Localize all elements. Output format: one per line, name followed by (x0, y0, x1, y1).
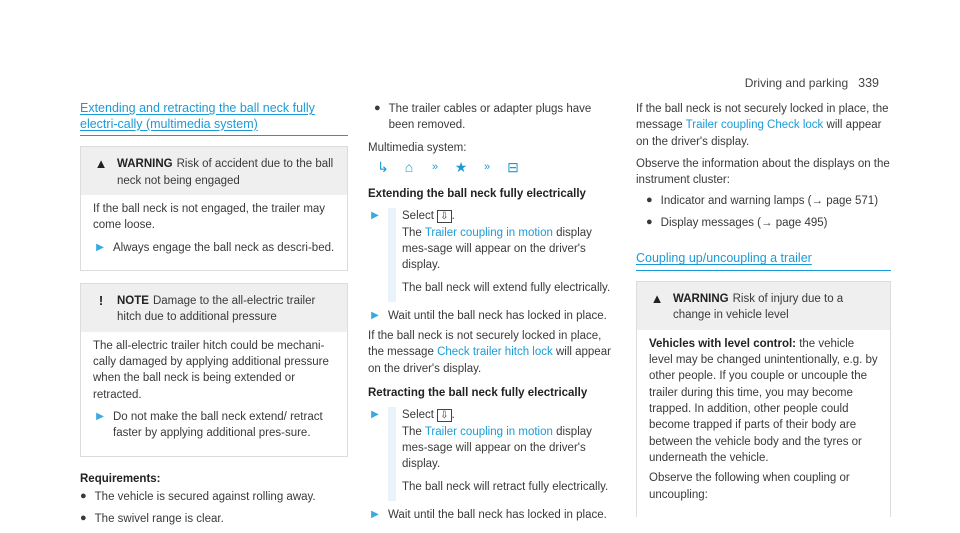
display-message: Trailer coupling in motion (424, 226, 553, 239)
warning-text: If the ball neck is not engaged, the trailer may come loose. (93, 202, 326, 232)
trailer-hitch-icon: ⇩ (437, 409, 451, 422)
list-item: ● The swivel range is clear. (80, 512, 224, 526)
chevron-double-icon: » (431, 161, 439, 174)
page-header (745, 75, 879, 93)
list-item: ● The trailer cables or adapter plugs have been removed. (374, 102, 592, 132)
step-arrow-icon: ▶ (96, 241, 104, 253)
note-box (80, 283, 348, 457)
column-2: ● The trailer cables or adapter plugs have been removed. Multimedia system: ↳ ⌂ » ★ » ⊟ Extending the ball neck fully electrically ▶ Select ⇩ . The Trailer coupling in motion display mes-sage will appear on the driver's display. The ball neck will extend fully electrically. ▶ Wait until the ball neck has locked in place. If the ball neck is not securely locked in place, the message Check trailer hitch lock will appear on the driver's display. Retracting the ball neck fully electrically ▶ Select ⇩ . The Trailer coupling in motion display mes-sage will appear on the driver's display. The ball neck will retract fully electrically. ▶ Wait until the ball neck has locked in place. (368, 101, 618, 527)
trailer-hitch-icon: ⇩ (437, 210, 451, 223)
step-arrow-icon: ▶ (371, 509, 379, 521)
page-reference-link[interactable]: → page 571 (811, 194, 875, 207)
column-3: If the ball neck is not securely locked in place, the message Trailer coupling Check lock will appear on the driver's display. Observe the information about the displays on the instrument cluster: ● Indicator and warning lamps (→ page 571) ● Display messages (→ page 495) Coupling up/uncoupling a trailer ▲ WARNING Risk of injury due to a change in vehicle level Vehicles with level control: the vehicle level may be changed unintentionally, e.g. by other people. If you couple or uncouple the trailer during this time, you may become trapped. In addition, other people could become trapped if parts of their body are between the vehicle body and the tyres or underneath the vehicle. Observe the following when coupling or uncoupling: (636, 101, 891, 529)
display-message: Trailer coupling in motion (424, 425, 553, 438)
header-section: Driving and parking (744, 76, 849, 90)
enter-arrow-icon: ↳ (377, 158, 389, 175)
page-number: 339 (858, 76, 879, 90)
note-step: Do not make the ball neck extend/ retract faster by applying additional pres-sure. (113, 410, 323, 440)
section-title: Extending and retracting the ball neck fully electri-cally (multimedia system) (80, 101, 348, 136)
list-item: ● The vehicle is secured against rolling away. (80, 489, 316, 503)
warning-triangle-icon: ▲ (94, 156, 108, 172)
warning-heading: Risk of accident due to the ball neck not being engaged (117, 158, 334, 187)
multimedia-label: Multimedia system: (368, 141, 467, 154)
warning-box: ▲ WARNING Risk of injury due to a change in vehicle level Vehicles with level control: the vehicle level may be changed unintentionally, e.g. by other people. If you couple or uncouple the trailer during this time, you may become trapped. In addition, other people could become trapped if parts of their body are between the vehicle body and the tyres or underneath the vehicle. Observe the following when coupling or uncoupling: (636, 281, 891, 517)
warning-box (80, 146, 348, 271)
section-title: Coupling up/uncoupling a trailer (636, 251, 891, 271)
page-reference-link[interactable]: → page 495 (761, 216, 824, 229)
extend-heading: Extending the ball neck fully electrically (368, 187, 586, 200)
warning-heading: Risk of injury due to a change in vehicle level (673, 292, 844, 322)
display-message: Trailer coupling Check lock (685, 119, 824, 132)
note-heading: Damage to the all-electric trailer hitch due to additional pressure (117, 294, 316, 324)
chevron-double-icon: » (483, 161, 491, 174)
display-message: Check trailer hitch lock (437, 346, 553, 359)
note-keyword: NOTE (117, 294, 149, 307)
warning-triangle-icon: ▲ (650, 290, 664, 306)
star-icon: ★ (454, 158, 468, 175)
step-arrow-icon: ▶ (371, 309, 379, 321)
menu-path (374, 158, 618, 178)
note-exclamation-icon: ! (98, 292, 104, 308)
retract-heading: Retracting the ball neck fully electrically (368, 387, 588, 400)
list-item: ● Indicator and warning lamps (→ page 571) (646, 193, 879, 207)
home-icon: ⌂ (404, 158, 414, 175)
step-arrow-icon: ▶ (96, 410, 104, 422)
warning-keyword: WARNING (117, 158, 173, 171)
observe-text: Observe the information about the displays on the instrument cluster: (636, 157, 890, 187)
list-item: ● Display messages (→ page 495) (646, 215, 828, 229)
column-1 (80, 101, 348, 533)
warning-step: Always engage the ball neck as descri-bed. (113, 241, 335, 254)
step-arrow-icon: ▶ (371, 409, 379, 421)
requirements-label: Requirements: (80, 472, 161, 485)
warning-keyword: WARNING (673, 292, 729, 305)
note-text: The all-electric trailer hitch could be mechani-cally damaged by applying additional pressure when the ball neck is being extended or retracted. (93, 339, 329, 401)
vehicle-icon: ⊟ (507, 158, 519, 175)
step-arrow-icon: ▶ (371, 210, 379, 222)
